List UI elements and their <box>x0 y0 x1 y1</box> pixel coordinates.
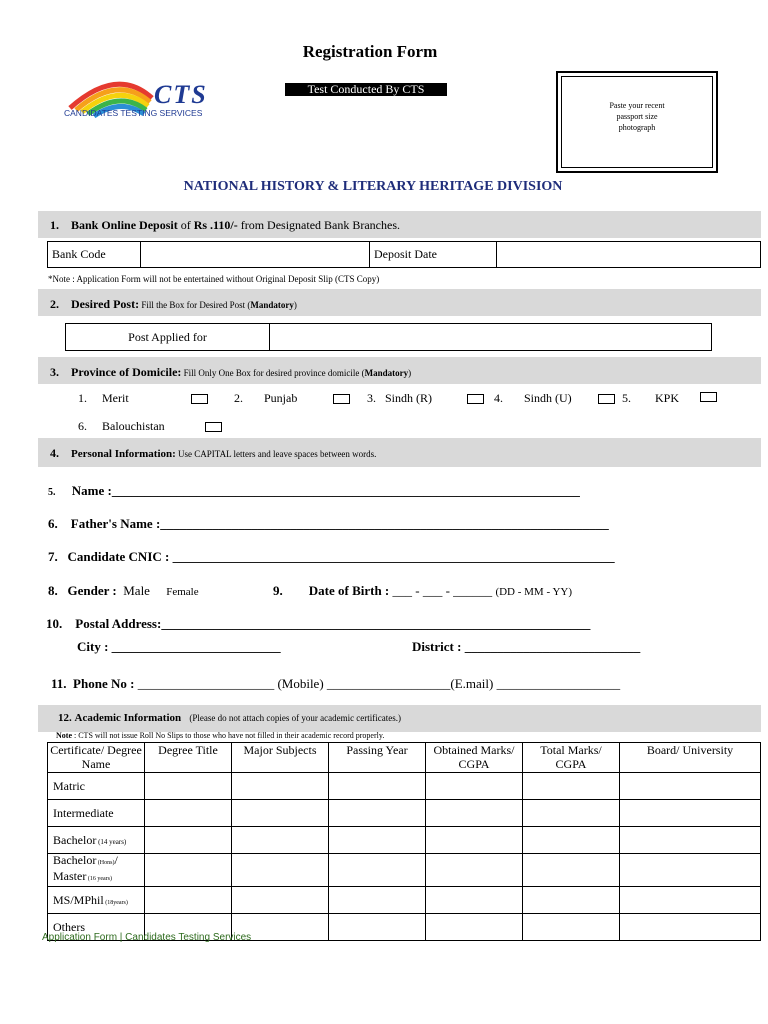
section-4-header <box>50 446 376 461</box>
msmphil-name: MS/MPhil <box>53 892 104 907</box>
kpk-checkbox[interactable] <box>700 392 717 402</box>
name-row <box>48 483 580 499</box>
cell[interactable] <box>523 854 620 887</box>
postal-address-field[interactable]: Postal Address:__________________________________________________________________ <box>75 616 591 631</box>
section-1-rest: from Designated Bank Branches. <box>237 218 401 232</box>
dob-num: 9. <box>273 583 283 598</box>
cell[interactable] <box>523 773 620 800</box>
option-4-num: 4. <box>494 391 503 405</box>
phone-row <box>51 676 620 692</box>
section-1-amount: Rs .110/- <box>193 218 238 232</box>
cell[interactable] <box>426 827 523 854</box>
cell[interactable] <box>620 773 761 800</box>
cell[interactable] <box>145 800 232 827</box>
section-2-close: ) <box>293 300 297 310</box>
bank-deposit-table <box>47 241 761 268</box>
father-name-field[interactable]: Father's Name :_____________________________________________________________________ <box>70 516 609 531</box>
section-4-title: Personal Information: <box>71 448 176 460</box>
row-label-others: Others <box>48 914 145 941</box>
section-3-title: Province of Domicile: <box>71 365 182 379</box>
phone-label: Phone No : <box>73 676 135 691</box>
post-applied-label: Post Applied for <box>66 324 270 351</box>
sindh-u-checkbox[interactable] <box>598 394 615 404</box>
section-12-num: 12. <box>58 712 72 724</box>
option-3-label: Sindh (R) <box>385 391 433 405</box>
header-certificate: Certificate/ Degree Name <box>48 743 145 773</box>
header-major-subjects: Major Subjects <box>232 743 329 773</box>
father-row <box>48 516 609 532</box>
option-2-num: 2. <box>234 391 243 405</box>
row-label-msmphil <box>48 887 145 914</box>
cell[interactable] <box>523 914 620 941</box>
section-4-instr: Use CAPITAL letters and leave spaces between words. <box>175 449 377 459</box>
bachelor-years: (14 years) <box>96 837 127 846</box>
cnic-row <box>48 549 615 565</box>
cell[interactable] <box>523 800 620 827</box>
gender-dob-row <box>48 583 199 599</box>
section-1-title: Bank Online Deposit <box>71 218 178 232</box>
section-3-mandatory: Mandatory <box>364 368 409 378</box>
cell[interactable] <box>329 887 426 914</box>
post-table <box>65 323 712 351</box>
email-field[interactable]: ___________________ <box>496 676 621 691</box>
row-label-bachelor-master <box>48 854 145 887</box>
cell[interactable] <box>426 914 523 941</box>
header-passing-year: Passing Year <box>329 743 426 773</box>
dob-row <box>273 583 572 599</box>
section-3-header <box>50 365 411 380</box>
province-option-merit <box>78 391 129 406</box>
option-5-num: 5. <box>622 391 631 405</box>
section-2-title: Desired Post: <box>71 297 140 311</box>
academic-note-text: : CTS will not issue Roll No Slips to those who have not filled in their academic record properly. <box>72 731 385 740</box>
deposit-date-label: Deposit Date <box>370 242 497 268</box>
cnic-field[interactable]: Candidate CNIC : ____________________________________________________________________ <box>67 549 615 564</box>
province-option-kpk <box>622 391 679 406</box>
cell[interactable] <box>620 800 761 827</box>
deposit-note: *Note : Application Form will not be entertained without Original Deposit Slip (CTS Copy) <box>48 274 380 284</box>
cell[interactable] <box>329 854 426 887</box>
cell[interactable] <box>145 773 232 800</box>
academic-table <box>47 742 761 941</box>
cell[interactable] <box>232 887 329 914</box>
division-heading: NATIONAL HISTORY & LITERARY HERITAGE DIVISION <box>183 179 563 194</box>
email-label: (E.mail) <box>450 676 494 691</box>
table-row <box>48 854 761 887</box>
cell[interactable] <box>232 827 329 854</box>
cell[interactable] <box>329 800 426 827</box>
cell[interactable] <box>145 827 232 854</box>
dob-field[interactable]: ___ - ___ - ______ <box>392 583 493 598</box>
section-1-num: 1. <box>50 218 59 232</box>
option-6-label: Balouchistan <box>102 419 165 433</box>
cell[interactable] <box>145 887 232 914</box>
master-name: Master <box>53 869 87 883</box>
cell[interactable] <box>426 773 523 800</box>
father-num: 6. <box>48 516 58 531</box>
gender-female-option[interactable]: Female <box>166 586 199 598</box>
province-option-sindh-r <box>367 391 432 406</box>
postal-row <box>46 616 590 632</box>
merit-checkbox[interactable] <box>191 394 208 404</box>
row-label-matric: Matric <box>48 773 145 800</box>
section-3-instr: Fill Only One Box for desired province domicile ( <box>181 368 365 378</box>
dob-label: Date of Birth : <box>308 583 390 598</box>
cell[interactable] <box>329 914 426 941</box>
cell[interactable] <box>620 914 761 941</box>
option-1-label: Merit <box>102 391 129 405</box>
bank-code-field[interactable] <box>141 242 370 268</box>
section-12-header <box>58 712 401 724</box>
logo-brand: CTS <box>154 80 208 109</box>
punjab-checkbox[interactable] <box>333 394 350 404</box>
table-row <box>48 887 761 914</box>
msmphil-years: (18years) <box>103 899 128 906</box>
header-obtained-marks: Obtained Marks/ CGPA <box>426 743 523 773</box>
name-num: 5. <box>48 487 56 498</box>
option-3-num: 3. <box>367 391 376 405</box>
district-row <box>412 639 640 655</box>
photo-text-3: photograph <box>618 123 656 132</box>
mobile-field[interactable]: ___________________ <box>326 676 451 691</box>
section-2-num: 2. <box>50 297 59 311</box>
table-row <box>48 800 761 827</box>
cell[interactable] <box>329 827 426 854</box>
header-degree-title: Degree Title <box>145 743 232 773</box>
photo-text-1: Paste your recent <box>609 101 665 110</box>
gender-label: Gender : <box>67 583 117 598</box>
gender-num: 8. <box>48 583 58 598</box>
section-12-instr: (Please do not attach copies of your academic certificates.) <box>189 713 402 723</box>
header-total-marks: Total Marks/ CGPA <box>523 743 620 773</box>
balouchistan-checkbox[interactable] <box>205 422 222 432</box>
section-3-num: 3. <box>50 365 59 379</box>
logo-tagline: CANDIDATES TESTING SERVICES <box>64 108 203 118</box>
dob-format: (DD - MM - YY) <box>495 586 573 598</box>
cell[interactable] <box>232 800 329 827</box>
post-applied-field[interactable] <box>270 324 712 351</box>
province-option-punjab <box>234 391 297 406</box>
district-field[interactable]: District : ___________________________ <box>412 639 641 654</box>
cell[interactable] <box>426 887 523 914</box>
section-1-header <box>50 218 400 233</box>
option-1-num: 1. <box>78 391 87 405</box>
option-5-label: KPK <box>655 391 680 405</box>
table-row <box>48 827 761 854</box>
postal-num: 10. <box>46 616 63 631</box>
mobile-label: (Mobile) <box>277 676 324 691</box>
option-2-label: Punjab <box>264 391 298 405</box>
cell[interactable] <box>145 854 232 887</box>
cell[interactable] <box>620 887 761 914</box>
cell[interactable] <box>426 854 523 887</box>
option-4-label: Sindh (U) <box>524 391 572 405</box>
bachelor-hons-name: Bachelor <box>53 853 97 867</box>
phone-field[interactable]: _____________________ <box>137 676 275 691</box>
cell[interactable] <box>620 854 761 887</box>
phone-num: 11. <box>51 676 67 691</box>
name-field[interactable]: Name :________________________________________________________________________ <box>71 483 580 498</box>
province-option-balouchistan <box>78 419 165 434</box>
row-label-bachelor <box>48 827 145 854</box>
cell[interactable] <box>232 854 329 887</box>
cell[interactable] <box>523 887 620 914</box>
gender-male-option[interactable]: Male <box>123 583 150 598</box>
section-2-mandatory: Mandatory <box>250 300 294 310</box>
cnic-num: 7. <box>48 549 58 564</box>
sindh-r-checkbox[interactable] <box>467 394 484 404</box>
page-title: Registration Form <box>302 42 438 61</box>
option-6-num: 6. <box>78 419 87 433</box>
page-footer: Application Form | Candidates Testing Services <box>42 932 252 943</box>
city-row <box>77 639 281 655</box>
section-1-of: of <box>177 218 194 232</box>
academic-note <box>56 731 384 740</box>
province-option-sindh-u <box>494 391 572 406</box>
master-years: (16 years) <box>86 876 112 882</box>
deposit-date-field[interactable] <box>497 242 761 268</box>
photo-box <box>556 71 718 173</box>
table-row <box>48 773 761 800</box>
section-12-title: Academic Information <box>74 712 182 724</box>
section-2-header <box>50 297 297 312</box>
bachelor-name: Bachelor <box>53 832 97 847</box>
row-label-intermediate: Intermediate <box>48 800 145 827</box>
bachelor-hons-small: (Hons) <box>96 860 115 866</box>
header-board-university: Board/ University <box>620 743 761 773</box>
section-2-instr: Fill the Box for Desired Post ( <box>139 300 251 310</box>
cell[interactable] <box>329 773 426 800</box>
photo-text-2: passport size <box>616 112 658 121</box>
section-3-close: ) <box>408 368 412 378</box>
cts-logo <box>62 72 247 122</box>
conducted-by-banner: Test Conducted By CTS <box>285 83 447 96</box>
cell[interactable] <box>426 800 523 827</box>
bachelor-hons-suffix: / <box>114 853 118 867</box>
bank-code-label: Bank Code <box>48 242 141 268</box>
cell[interactable] <box>620 827 761 854</box>
city-field[interactable]: City : __________________________ <box>77 639 281 654</box>
section-4-num: 4. <box>50 446 59 460</box>
cell[interactable] <box>523 827 620 854</box>
cell[interactable] <box>232 773 329 800</box>
academic-note-label: Note <box>56 731 72 740</box>
